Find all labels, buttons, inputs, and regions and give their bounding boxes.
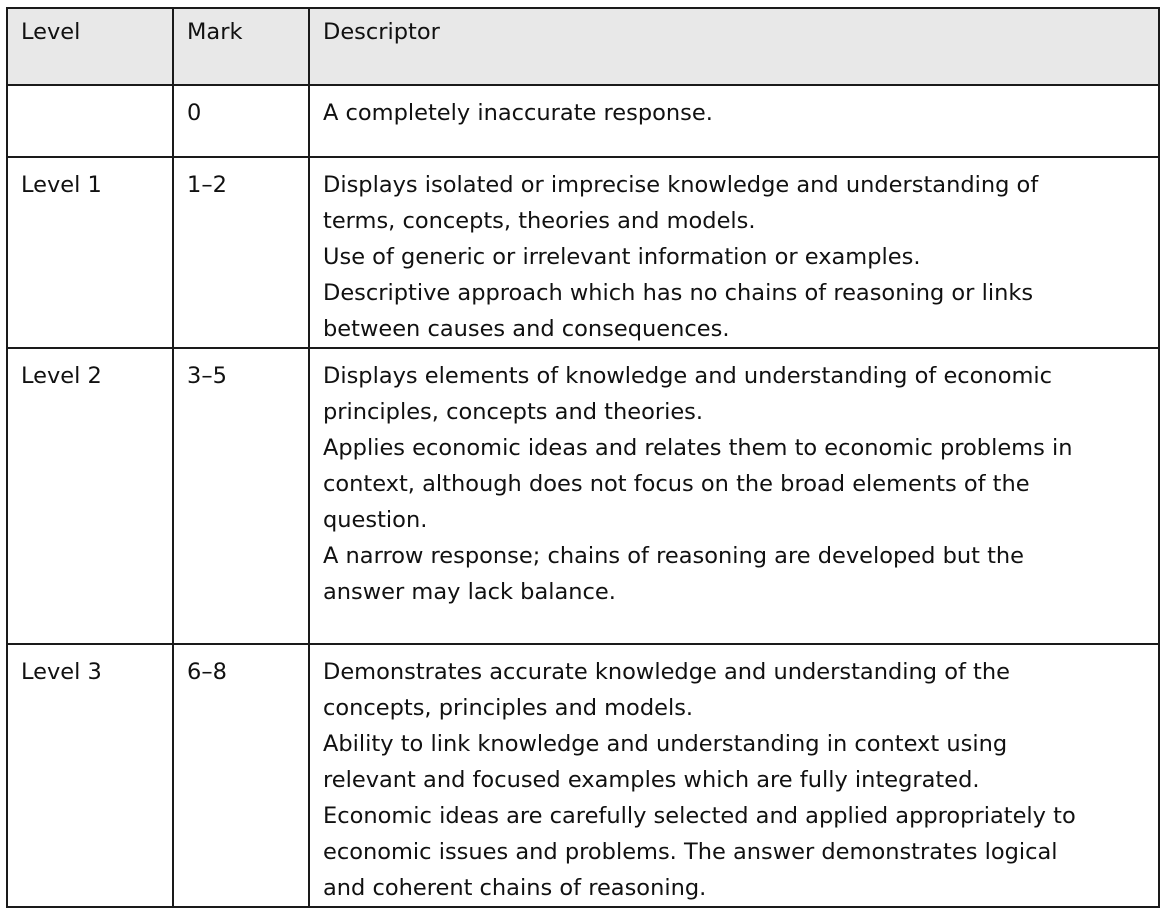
descriptor-line: and coherent chains of reasoning. — [323, 875, 707, 901]
descriptor-line: economic issues and problems. The answer demonstrates logical — [323, 839, 1058, 865]
mark-cell: 1–2 — [173, 157, 309, 348]
descriptor-cell — [309, 644, 1159, 907]
level-cell — [7, 85, 173, 157]
descriptor-line: A narrow response; chains of reasoning are developed but the — [323, 543, 1025, 569]
header-level: Level — [7, 8, 173, 85]
table-row — [7, 644, 1159, 907]
descriptor-line: Descriptive approach which has no chains of reasoning or links — [323, 280, 1034, 306]
descriptor-line: between causes and consequences. — [323, 316, 730, 342]
level-cell: Level 2 — [7, 348, 173, 644]
mark-cell: 6–8 — [173, 644, 309, 907]
descriptor-cell — [309, 157, 1159, 348]
descriptor-line: Economic ideas are carefully selected and applied appropriately to — [323, 803, 1076, 829]
descriptor-line: principles, concepts and theories. — [323, 399, 704, 425]
header-descriptor: Descriptor — [309, 8, 1159, 85]
mark-cell: 0 — [173, 85, 309, 157]
descriptor-line: context, although does not focus on the broad elements of the — [323, 471, 1030, 497]
descriptor-line: concepts, principles and models. — [323, 695, 694, 721]
header-row — [7, 8, 1159, 85]
descriptor-line: Displays isolated or imprecise knowledge and understanding of — [323, 172, 1039, 198]
descriptor-cell — [309, 85, 1159, 157]
mark-scheme-table — [6, 7, 1160, 908]
descriptor-line: Displays elements of knowledge and understanding of economic — [323, 363, 1052, 389]
descriptor-line: answer may lack balance. — [323, 579, 616, 605]
table-row — [7, 85, 1159, 157]
descriptor-line: question. — [323, 507, 428, 533]
level-cell: Level 1 — [7, 157, 173, 348]
descriptor-line: Ability to link knowledge and understanding in context using — [323, 731, 1008, 757]
table-row — [7, 348, 1159, 644]
mark-cell: 3–5 — [173, 348, 309, 644]
descriptor-line: Applies economic ideas and relates them to economic problems in — [323, 435, 1073, 461]
table-row — [7, 157, 1159, 348]
descriptor-line: Use of generic or irrelevant information or examples. — [323, 244, 921, 270]
descriptor-line: Demonstrates accurate knowledge and understanding of the — [323, 659, 1010, 685]
header-mark: Mark — [173, 8, 309, 85]
descriptor-line: relevant and focused examples which are fully integrated. — [323, 767, 980, 793]
descriptor-cell — [309, 348, 1159, 644]
descriptor-line: terms, concepts, theories and models. — [323, 208, 756, 234]
level-cell: Level 3 — [7, 644, 173, 907]
descriptor-line: A completely inaccurate response. — [323, 100, 713, 126]
